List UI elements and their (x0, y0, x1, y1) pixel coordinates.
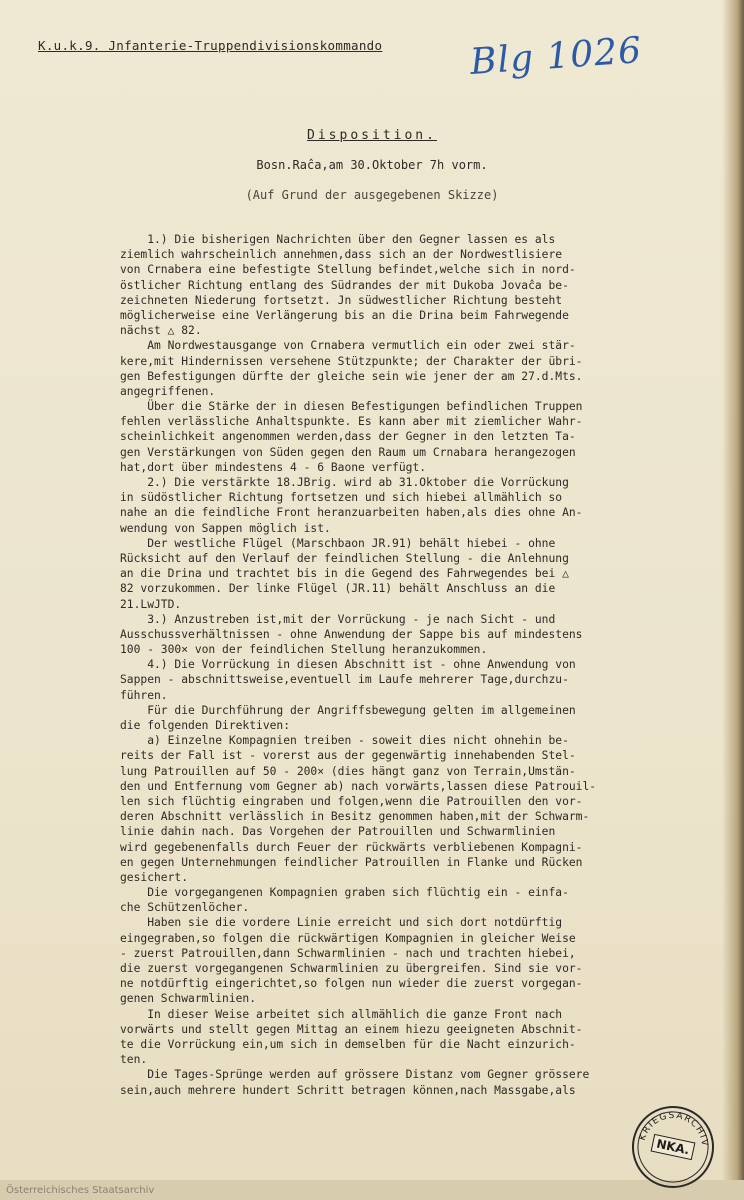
body-line: kere,mit Hindernissen versehene Stützpunkte; der Charakter der übri- (120, 354, 583, 368)
body-line: reits der Fall ist - vorerst aus der gegenwärtig innehabenden Stel- (120, 749, 576, 763)
body-line: Über die Stärke der in diesen Befestigungen befindlichen Truppen (120, 400, 583, 414)
body-line: lung Patrouillen auf 50 - 200× (dies hängt ganz von Terrain,Umstän- (120, 764, 576, 778)
body-line: en gegen Unternehmungen feindlicher Patrouillen in Flanke und Rücken (120, 855, 583, 869)
body-line: te die Vorrückung ein,um sich in demselben für die Nacht einzurich- (120, 1037, 576, 1051)
body-line: angegriffenen. (120, 384, 216, 398)
body-line: führen. (120, 688, 168, 702)
dateline: Bosn.Raĉa,am 30.Oktober 7h vorm. (256, 158, 488, 172)
body-line: hat,dort über mindestens 4 - 6 Baone verfügt. (120, 460, 427, 474)
body-line: ne notdürftig eingerichtet,so folgen nun wieder die zuerst vorgegan- (120, 977, 583, 991)
body-line: ziemlich wahrscheinlich annehmen,dass sich an der Nordwestlisiere (120, 248, 563, 262)
body-line: In dieser Weise arbeitet sich allmählich die ganze Front nach (120, 1007, 563, 1021)
body-line: den und Entfernung vom Gegner ab) nach vorwärts,lassen diese Patrouil- (120, 779, 597, 793)
unit-header: K.u.k.9. Jnfanterie-Truppendivisionskommando (38, 38, 383, 53)
body-line: 3.) Anzustreben ist,mit der Vorrückung - je nach Sicht - und (120, 612, 556, 626)
document-body (120, 232, 720, 1098)
body-line: Haben sie die vordere Linie erreicht und sich dort notdürftig (120, 916, 563, 930)
body-line: sein,auch mehrere hundert Schritt betragen können,nach Massgabe,als (120, 1083, 576, 1097)
body-line: Die Tages-Sprünge werden auf grössere Distanz vom Gegner grössere (120, 1068, 590, 1082)
body-line: die zuerst vorgegangenen Schwarmlinien zu übergreifen. Sind sie vor- (120, 962, 583, 975)
stamp-ring (627, 1101, 720, 1194)
subtitle: (Auf Grund der ausgegebenen Skizze) (245, 188, 499, 202)
body-line: genen Schwarmlinien. (120, 992, 257, 1006)
page-edge-shadow (722, 0, 744, 1200)
body-line: 82 vorzukommen. Der linke Flügel (JR.11) behält Anschluss an die (120, 582, 556, 596)
body-line: 100 - 300× von der feindlichen Stellung heranzukommen. (120, 643, 488, 657)
stamp-center-text: NKA. (651, 1134, 695, 1160)
body-line: deren Abschnitt verlässlich in Besitz genommen haben,mit der Schwarm- (120, 810, 590, 824)
body-line: ten. (120, 1053, 148, 1067)
document-title (0, 128, 744, 143)
body-line: nahe an die feindliche Front heranzuarbeiten haben,als dies ohne An- (120, 506, 583, 520)
body-line: Der westliche Flügel (Marschbaon JR.91) behält hiebei - ohne (120, 536, 556, 550)
body-line: vorwärts und stellt gegen Mittag an einem hiezu geeigneten Abschnit- (120, 1022, 583, 1036)
stamp-ring-text: KRIEGSARCHIV (637, 1110, 710, 1148)
body-line: möglicherweise eine Verlängerung bis an die Drina beim Fahrwegende (120, 308, 569, 322)
body-line: die folgenden Direktiven: (120, 719, 291, 732)
body-line: eingegraben,so folgen die rückwärtigen Kompagnien in gleicher Weise (120, 931, 576, 945)
body-line: gen Verstärkungen von Süden gegen den Raum um Crnabara herangezogen (120, 445, 576, 459)
body-line: in südöstlicher Richtung fortsetzen und sich hiebei allmählich so (120, 491, 563, 505)
body-line: Für die Durchführung der Angriffsbewegung gelten im allgemeinen (120, 703, 576, 717)
body-line: 1.) Die bisherigen Nachrichten über den Gegner lassen es als (120, 233, 556, 246)
body-line: scheinlichkeit angenommen werden,dass der Gegner in den letzten Ta- (120, 430, 576, 444)
body-line: len sich flüchtig eingraben und folgen,wenn die Patrouillen den vor- (120, 794, 583, 808)
body-line: 2.) Die verstärkte 18.JBrig. wird ab 31.Oktober die Vorrückung (120, 476, 569, 489)
body-line: - zuerst Patrouillen,dann Schwarmlinien - nach und trachten hiebei, (120, 946, 576, 960)
body-line: 21.LwJTD. (120, 597, 182, 611)
body-line: wird gegebenenfalls durch Feuer der rückwärts verbliebenen Kompagni- (120, 840, 583, 854)
body-line: von Crnabera eine befestigte Stellung befindet,welche sich in nord- (120, 263, 576, 277)
body-line: wendung von Sappen möglich ist. (120, 521, 331, 535)
body-line: Am Nordwestausgange von Crnabera vermutlich ein oder zwei stär- (120, 339, 576, 353)
body-line: Sappen - abschnittsweise,eventuell im Laufe mehrerer Tage,durchzu- (120, 673, 569, 687)
title-text: Disposition. (307, 128, 437, 143)
body-line: an die Drina und trachtet bis in die Gegend des Fahrwegendes bei △ (120, 567, 569, 581)
body-line: zeichneten Niederung fortsetzt. Jn südwestlicher Richtung besteht (120, 293, 563, 307)
body-line: nächst △ 82. (120, 324, 202, 338)
body-line: a) Einzelne Kompagnien treiben - soweit dies nicht ohnehin be- (120, 734, 569, 748)
body-line: 4.) Die Vorrückung in diesen Abschnitt ist - ohne Anwendung von (120, 658, 576, 672)
body-line: Die vorgegangenen Kompagnien graben sich flüchtig ein - einfa- (120, 886, 569, 900)
archive-number-handwritten: Blg 1026 (468, 30, 644, 83)
body-line: Rücksicht auf den Verlauf der feindlichen Stellung - die Anlehnung (120, 551, 569, 565)
body-line: linie dahin nach. Das Vorgehen der Patrouillen und Schwarmlinien (120, 825, 556, 839)
body-line: östlicher Richtung entlang des Südrandes der mit Dukoba Jovaĉa be- (120, 278, 569, 292)
body-line: gen Befestigungen dürfte der gleiche sein wie jener der am 27.d.Mts. (120, 369, 583, 383)
body-line: che Schützenlöcher. (120, 901, 250, 915)
body-line: Ausschussverhältnissen - ohne Anwendung der Sappe bis auf mindestens (120, 627, 583, 641)
archive-watermark: Österreichisches Staatsarchiv (6, 1185, 155, 1196)
body-line: gesichert. (120, 870, 189, 884)
body-line: fehlen verlässliche Anhaltspunkte. Es kann aber mit ziemlicher Wahr- (120, 415, 583, 429)
